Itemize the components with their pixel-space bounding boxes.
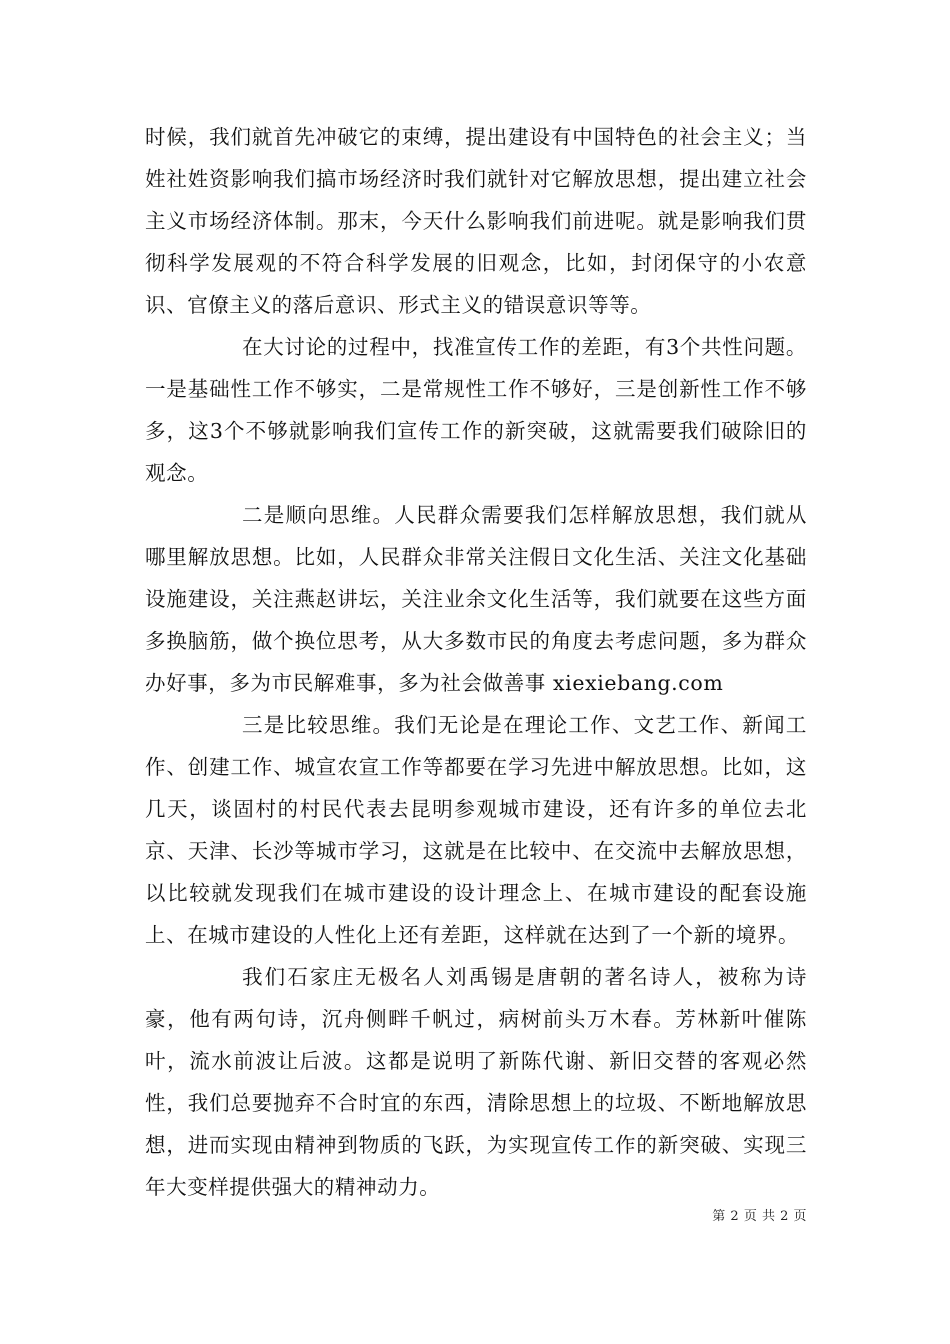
paragraph-continuation: 时候，我们就首先冲破它的束缚，提出建设有中国特色的社会主义；当姓社姓资影响我们搞市场经济时我们就针对它解放思想，提出建立社会主义市场经济体制。那末，今天什么影响我们前进呢。就是影响我们贯彻科学发展观的不符合科学发展的旧观念，比如，封闭保守的小农意识、官僚主义的落后意识、形式主义的错误意识等等。 bbox=[145, 125, 807, 317]
paragraph-liu-yuxi: 我们石家庄无极名人刘禹锡是唐朝的著名诗人，被称为诗豪，他有两句诗，沉舟侧畔千帆过，病树前头万木春。芳林新叶催陈叶，流水前波让后波。这都是说明了新陈代谢、新旧交替的客观必然性，我们总要抛弃不合时宜的东西，清除思想上的垃圾、不断地解放思想，进而实现由精神到物质的飞跃，为实现宣传工作的新突破、实现三年大变样提供强大的精神动力。 bbox=[145, 965, 807, 1199]
page-number-footer: 第 2 页 共 2 页 bbox=[712, 1209, 807, 1224]
paragraph-publicity-gap: 在大讨论的过程中，找准宣传工作的差距，有3个共性问题。一是基础性工作不够实，二是常规性工作不够好，三是创新性工作不够多，这3个不够就影响我们宣传工作的新突破，这就需要我们破除旧的观念。 bbox=[145, 335, 807, 485]
paragraph-comparative-thinking: 三是比较思维。我们无论是在理论工作、文艺工作、新闻工作、创建工作、城宣农宣工作等都要在学习先进中解放思想。比如，这几天，谈固村的村民代表去昆明参观城市建设，还有许多的单位去北京、天津、长沙等城市学习，这就是在比较中、在交流中去解放思想，以比较就发现我们在城市建设的设计理念上、在城市建设的配套设施上、在城市建设的人性化上还有差距，这样就在达到了一个新的境界。 bbox=[145, 713, 807, 947]
document-body bbox=[145, 116, 807, 1208]
paragraph-forward-thinking: 二是顺向思维。人民群众需要我们怎样解放思想，我们就从哪里解放思想。比如，人民群众非常关注假日文化生活、关注文化基础设施建设，关注燕赵讲坛，关注业余文化生活等，我们就要在这些方面多换脑筋，做个换位思考，从大多数市民的角度去考虑问题，多为群众办好事，多为市民解难事，多为社会做善事 xiexiebang.com bbox=[145, 503, 807, 695]
